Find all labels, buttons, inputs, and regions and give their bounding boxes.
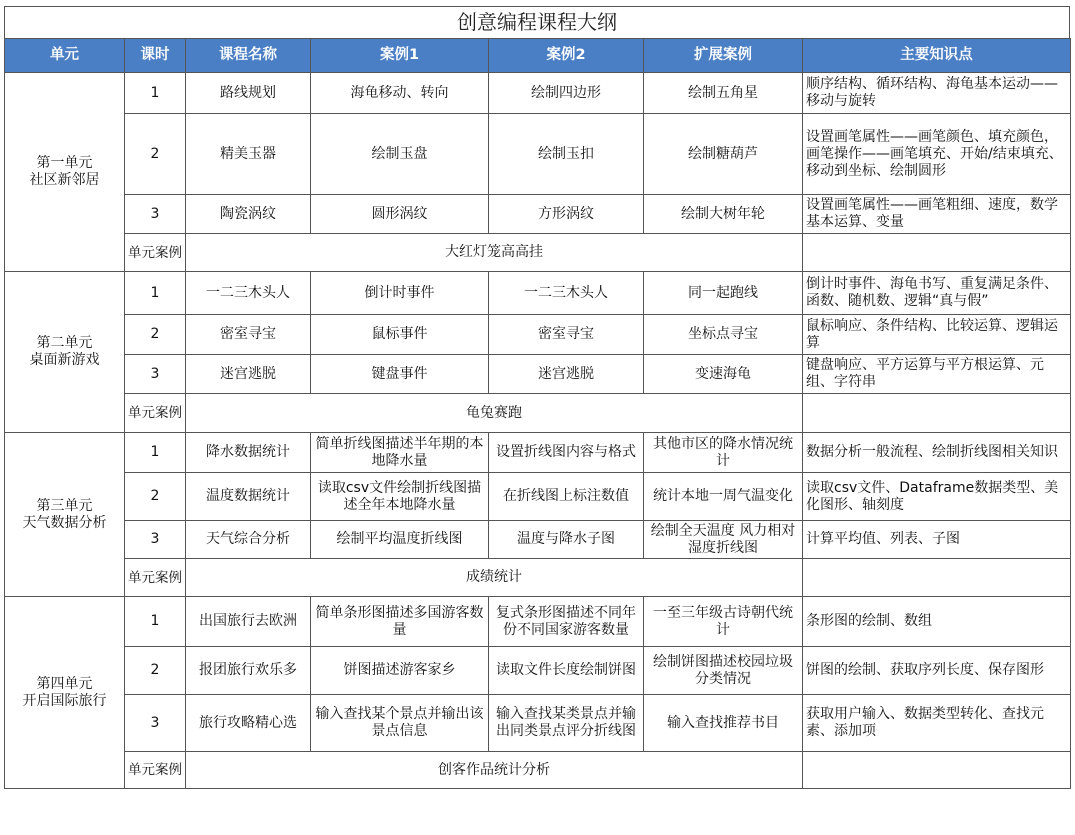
knowledge-cell: 顺序结构、循环结构、海龟基本运动——移动与旋转 [803,73,1071,114]
unit-case: 成绩统计 [186,559,803,597]
table-row [5,272,1071,315]
case1-cell: 简单折线图描述半年期的本地降水量 [311,433,489,473]
unit-name [5,597,125,789]
extension-cell: 统计本地一周气温变化 [644,473,803,521]
table-row [5,73,1071,114]
lesson-name: 陶瓷涡纹 [186,195,311,234]
case2-cell: 复式条形图描述不同年份不同国家游客数量 [489,597,644,647]
extension-cell: 同一起跑线 [644,272,803,315]
header-course-name: 课程名称 [186,39,311,73]
table-row [5,521,1071,559]
extension-cell: 绘制糖葫芦 [644,114,803,195]
case2-cell: 密室寻宝 [489,315,644,355]
lesson-name: 降水数据统计 [186,433,311,473]
lesson-number: 3 [125,195,186,234]
header-hours: 课时 [125,39,186,73]
unit-title: 桌面新游戏 [29,352,100,368]
extension-cell: 绘制大树年轮 [644,195,803,234]
knowledge-cell: 键盘响应、平方运算与平方根运算、元组、字符串 [803,355,1071,394]
lesson-name: 精美玉器 [186,114,311,195]
unit-title: 开启国际旅行 [22,692,107,709]
case2-cell: 在折线图上标注数值 [489,473,644,521]
table-row [5,433,1071,473]
lesson-name: 出国旅行去欧洲 [186,597,311,647]
knowledge-cell: 饼图的绘制、获取序列长度、保存图形 [803,647,1071,695]
lesson-number: 3 [125,521,186,559]
unit-case-empty [803,752,1071,789]
lesson-number: 2 [125,473,186,521]
case1-cell: 海龟移动、转向 [311,73,489,114]
unit-number: 第四单元 [36,675,93,692]
unit-number: 第三单元 [36,497,93,514]
table-row [5,597,1071,647]
unit-case-row [5,559,1071,597]
header-row [5,39,1071,73]
lesson-number: 1 [125,272,186,315]
case1-cell: 输入查找某个景点并输出该景点信息 [311,695,489,752]
unit-case: 龟兔赛跑 [186,394,803,433]
knowledge-cell: 鼠标响应、条件结构、比较运算、逻辑运算 [803,315,1071,355]
lesson-number: 1 [125,73,186,114]
case2-cell: 一二三木头人 [489,272,644,315]
unit-case-label: 单元案例 [125,234,186,272]
header-unit: 单元 [5,39,125,73]
knowledge-cell: 条形图的绘制、数组 [803,597,1071,647]
case2-cell: 方形涡纹 [489,195,644,234]
unit-name [5,433,125,597]
extension-cell: 一至三年级古诗朝代统计 [644,597,803,647]
case1-cell: 键盘事件 [311,355,489,394]
unit-number: 第一单元 [36,155,93,171]
case2-cell: 设置折线图内容与格式 [489,433,644,473]
case1-cell: 读取csv文件绘制折线图描述全年本地降水量 [311,473,489,521]
case1-cell: 简单条形图描述多国游客数量 [311,597,489,647]
unit-case-empty [803,559,1071,597]
case1-cell: 绘制玉盘 [311,114,489,195]
unit-title: 社区新邻居 [29,172,100,188]
course-table [4,38,1071,789]
lesson-name: 迷宫逃脱 [186,355,311,394]
extension-cell: 绘制饼图描述校园垃圾分类情况 [644,647,803,695]
knowledge-cell: 设置画笔属性——画笔颜色、填充颜色，画笔操作——画笔填充、开始/结束填充、移动到坐标、绘制圆形 [803,114,1071,195]
unit-case-label: 单元案例 [125,559,186,597]
case2-cell: 输入查找某类景点并输出同类景点评分折线图 [489,695,644,752]
lesson-number: 1 [125,433,186,473]
lesson-name: 密室寻宝 [186,315,311,355]
unit-number: 第二单元 [36,335,93,351]
unit-case: 创客作品统计分析 [186,752,803,789]
unit-case: 大红灯笼高高挂 [186,234,803,272]
table-row [5,195,1071,234]
knowledge-cell: 获取用户输入、数据类型转化、查找元素、添加项 [803,695,1071,752]
lesson-number: 3 [125,355,186,394]
lesson-number: 2 [125,114,186,195]
case1-cell: 饼图描述游客家乡 [311,647,489,695]
unit-case-label: 单元案例 [125,752,186,789]
case1-cell: 绘制平均温度折线图 [311,521,489,559]
knowledge-cell: 倒计时事件、海龟书写、重复满足条件、函数、随机数、逻辑“真与假” [803,272,1071,315]
lesson-name: 路线规划 [186,73,311,114]
case2-cell: 绘制四边形 [489,73,644,114]
unit-case-label: 单元案例 [125,394,186,433]
case1-cell: 倒计时事件 [311,272,489,315]
knowledge-cell: 读取csv文件、Dataframe数据类型、美化图形、轴刻度 [803,473,1071,521]
case2-cell: 温度与降水子图 [489,521,644,559]
unit-case-row [5,234,1071,272]
extension-cell: 变速海龟 [644,355,803,394]
lesson-name: 一二三木头人 [186,272,311,315]
lesson-number: 2 [125,315,186,355]
table-row [5,114,1071,195]
lesson-name: 旅行攻略精心选 [186,695,311,752]
unit-name [5,272,125,433]
case1-cell: 鼠标事件 [311,315,489,355]
unit-case-empty [803,394,1071,433]
header-case2: 案例2 [489,39,644,73]
lesson-name: 温度数据统计 [186,473,311,521]
lesson-name: 天气综合分析 [186,521,311,559]
lesson-number: 1 [125,597,186,647]
knowledge-cell: 设置画笔属性——画笔粗细、速度，数学基本运算、变量 [803,195,1071,234]
case2-cell: 读取文件长度绘制饼图 [489,647,644,695]
unit-case-row [5,394,1071,433]
header-knowledge: 主要知识点 [803,39,1071,73]
course-outline [4,6,1070,789]
unit-case-row [5,752,1071,789]
unit-case-empty [803,234,1071,272]
table-row [5,695,1071,752]
lesson-number: 2 [125,647,186,695]
extension-cell: 其他市区的降水情况统计 [644,433,803,473]
page-title: 创意编程课程大纲 [4,6,1070,38]
unit-name [5,73,125,272]
case2-cell: 迷宫逃脱 [489,355,644,394]
knowledge-cell: 数据分析一般流程、绘制折线图相关知识 [803,433,1071,473]
extension-cell: 输入查找推荐书目 [644,695,803,752]
knowledge-cell: 计算平均值、列表、子图 [803,521,1071,559]
extension-cell: 坐标点寻宝 [644,315,803,355]
header-case1: 案例1 [311,39,489,73]
header-extension: 扩展案例 [644,39,803,73]
lesson-name: 报团旅行欢乐多 [186,647,311,695]
table-row [5,315,1071,355]
table-row [5,647,1071,695]
extension-cell: 绘制全天温度 风力相对湿度折线图 [644,521,803,559]
case1-cell: 圆形涡纹 [311,195,489,234]
unit-title: 天气数据分析 [22,514,107,531]
extension-cell: 绘制五角星 [644,73,803,114]
table-row [5,473,1071,521]
lesson-number: 3 [125,695,186,752]
table-row [5,355,1071,394]
case2-cell: 绘制玉扣 [489,114,644,195]
